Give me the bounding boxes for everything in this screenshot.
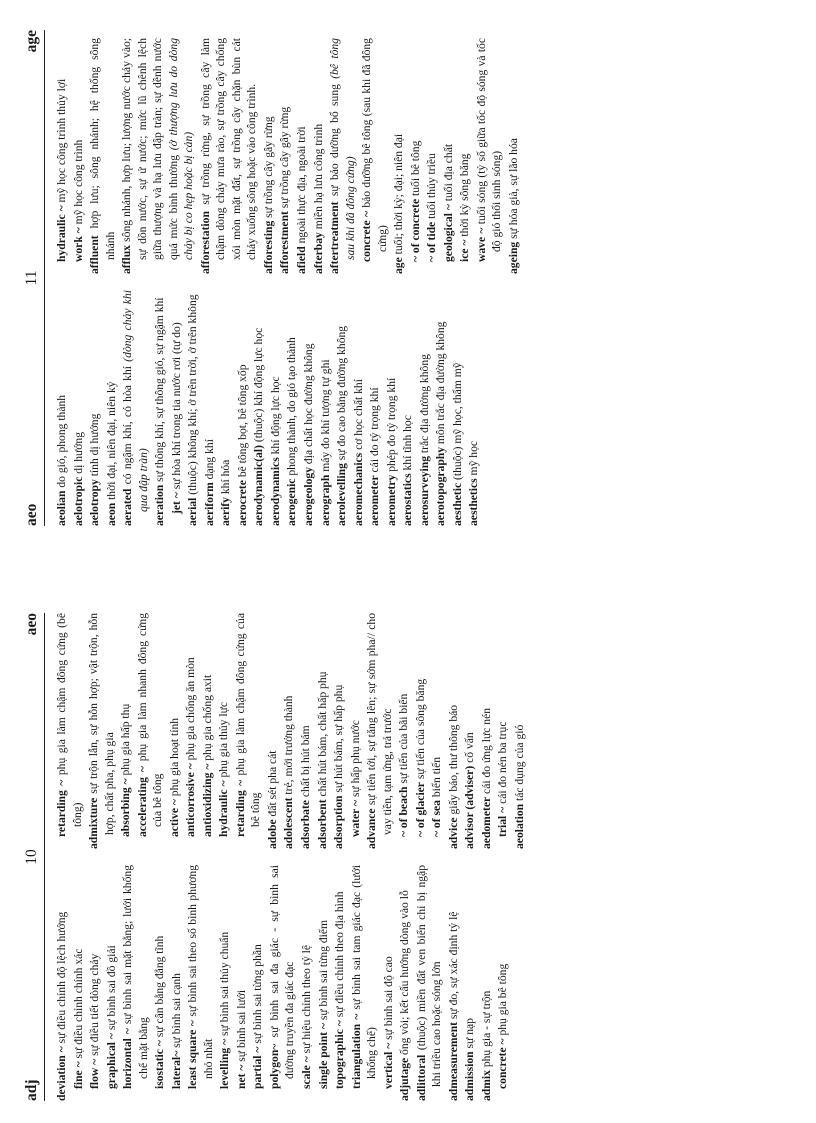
headword: triangulation ~ [349, 1013, 363, 1089]
definition: sự điều chỉnh theo địa hình [333, 891, 347, 1021]
definition: biển tiến [430, 756, 444, 801]
sub-entry [332, 865, 348, 1101]
sub-entry [135, 613, 166, 849]
headword: adolescent [282, 797, 296, 849]
headword: graphical ~ [104, 1033, 118, 1089]
dictionary-entry [185, 290, 201, 526]
sub-entry [233, 613, 264, 849]
sub-entry [441, 38, 457, 274]
dictionary-column [54, 290, 483, 526]
definition: sự bình sai thủy chuẩn [218, 931, 232, 1039]
page-number: 11 [23, 270, 40, 286]
headword: afflux [120, 245, 134, 274]
headword: isostatic ~ [153, 1040, 167, 1089]
sub-entry [120, 865, 151, 1101]
headword: advice [446, 817, 460, 849]
headword: affluent [88, 235, 102, 274]
headword: aeolation [512, 803, 526, 849]
definition: sự hiệu chỉnh theo tỷ lệ [299, 944, 313, 1057]
definition: sự bảo dưỡng bổ sung [328, 84, 342, 202]
dictionary-column [54, 38, 522, 274]
definition: tuổi địa chất [441, 143, 455, 205]
dictionary-entry [54, 290, 70, 526]
headword: adsorbate [298, 800, 312, 849]
dictionary-entry [327, 38, 358, 274]
sub-entry [183, 613, 199, 849]
dictionary-entry [433, 290, 449, 526]
headword: ~ of glacier [413, 782, 427, 837]
dictionary-entry [261, 38, 277, 274]
guide-word-last: age [23, 30, 40, 53]
definition: chất bị hút bám [298, 725, 312, 801]
definition: tác dụng của gió [512, 724, 526, 804]
definition: bê tông bọt, bê tông xốp [235, 364, 249, 481]
definition: giấy báo, thư thông báo [446, 704, 460, 818]
definition: bảo dưỡng bê tông (sau khi đã đông cứng) [360, 38, 389, 252]
left-page-header [20, 613, 45, 1101]
dictionary-entry [446, 865, 462, 1101]
usage-note: (ở thượng lưu do dòng chảy bị co hẹp hoặc bị cản) [166, 38, 196, 260]
definition: sự điều chỉnh chính xác [71, 948, 85, 1062]
sub-entry [217, 865, 233, 1101]
definition: sự bình sai đồ giải [104, 945, 118, 1034]
dictionary-entry [235, 290, 251, 526]
definition: sự bình sai theo số bình phương nhỏ nhất [186, 865, 215, 1079]
headword: absorbing ~ [119, 778, 133, 837]
definition: phụ gia làm chậm đông cứng của bê tông [233, 613, 263, 827]
definition: phụ gia thủy lực [217, 701, 231, 781]
dictionary-entry [86, 613, 117, 849]
dictionary-entry [281, 613, 297, 849]
headword: aelotropy [88, 479, 102, 526]
dictionary-entry [506, 38, 522, 274]
dictionary-entry [479, 865, 495, 1101]
dictionary-entry [479, 613, 495, 849]
dictionary-entry [251, 290, 267, 526]
dictionary-entry [315, 613, 331, 849]
definition: sự tiến của bãi biển [397, 693, 411, 787]
headword: aeriform [202, 482, 216, 526]
definition: do gió, phong thành [55, 394, 68, 491]
sub-entry [316, 865, 332, 1101]
definition: thời đại, niên đại, niên kỷ [104, 381, 118, 503]
dictionary-entry [71, 290, 87, 526]
dictionary-entry [512, 613, 528, 849]
sub-entry [495, 865, 511, 1101]
headword: afterbay [311, 232, 325, 274]
sub-entry [396, 613, 412, 849]
sub-entry [495, 613, 511, 849]
sub-entry [359, 38, 390, 274]
definition: sự bình sai cạnh [169, 973, 183, 1051]
definition: tuổi bê tông [408, 140, 422, 199]
definition: cố vấn [463, 732, 477, 766]
headword: advisor (adviser) [463, 765, 477, 849]
dictionary-entry [120, 290, 151, 526]
definition: sự điều chỉnh độ lệch hướng [55, 911, 68, 1047]
dictionary-entry [397, 865, 413, 1101]
headword: aerodynamics [268, 457, 282, 526]
definition: phép đo tỷ trọng khí [384, 377, 398, 475]
dictionary-entry [198, 38, 260, 274]
headword: adsorption [332, 795, 346, 849]
headword: aerocrete [235, 480, 249, 526]
dictionary-entry [334, 290, 350, 526]
definition: phong thành, do gió tạo thành [285, 337, 299, 479]
headword: aeromechanics [351, 452, 365, 526]
definition: tuổi sóng (tỷ số giữa tốc độ sóng và tốc độ gió thổi sinh sóng) [474, 38, 504, 252]
dictionary-entry [54, 865, 70, 1101]
headword: aerify [219, 497, 233, 526]
right-page [0, 0, 816, 548]
sub-entry [71, 865, 87, 1101]
headword: horizontal ~ [121, 1028, 135, 1089]
headword: concrete ~ [360, 211, 374, 262]
headword: admeasurement [446, 1022, 460, 1101]
headword: levelling ~ [218, 1038, 232, 1089]
dictionary-entry [218, 290, 234, 526]
sub-entry [104, 865, 120, 1101]
page-number: 10 [23, 849, 40, 865]
definition: cái đo tỷ trọng khí [368, 387, 382, 476]
dictionary-entry [284, 290, 300, 526]
definition: sự tiến tới, sự tăng lên; sự sớm pha// cho vay tiền, tạm ứng, trả trước [365, 613, 394, 835]
definition: khí động lực học [268, 376, 282, 458]
sub-entry [169, 290, 185, 526]
sub-entry [349, 865, 380, 1101]
headword: aelotropic [71, 476, 85, 526]
sub-entry [429, 613, 445, 849]
definition: trẻ, mới trưởng thành [282, 695, 296, 798]
headword: aerated [121, 488, 135, 526]
headword: lateral~ [169, 1050, 183, 1089]
sub-entry [424, 38, 440, 274]
dictionary-entry [301, 290, 317, 526]
definition: sự đo cao bằng đường không [335, 325, 349, 464]
headword: ageing [506, 241, 520, 274]
dictionary-entry [417, 290, 433, 526]
headword: afforestment [278, 211, 292, 274]
definition: sự trộn lẫn, sự hỗn hợp; vật trộn, hỗn hợp, chất pha, phụ gia [87, 613, 116, 835]
headword: aerotopography [434, 446, 448, 526]
definition: khí tĩnh học [401, 415, 415, 474]
definition: sự trồng cây gây rừng [278, 106, 292, 212]
sub-entry [381, 865, 397, 1101]
headword: ice ~ [458, 239, 472, 262]
definition: sự trồng cây gây rừng [261, 116, 275, 221]
headword: aedometer [479, 796, 493, 849]
definition: chất hút bám, chất hấp phụ [315, 671, 329, 800]
definition: ngoài thực địa, ngoài trời [294, 126, 308, 247]
headword: admix [479, 1070, 493, 1101]
sub-entry [457, 38, 473, 274]
headword: admission [463, 1051, 477, 1101]
sub-entry [216, 613, 232, 849]
headword: aerosurveying [417, 456, 431, 526]
headword: concrete ~ [496, 1038, 510, 1089]
dictionary-entry [265, 613, 281, 849]
headword: aerogeology [301, 466, 315, 526]
sub-entry [185, 865, 216, 1101]
definition: dị hướng [71, 432, 85, 477]
dictionary-entry [364, 613, 395, 849]
definition: sự cân bằng đẳng tĩnh [153, 935, 167, 1041]
headword: least square ~ [186, 1020, 200, 1089]
definition: khí hóa [219, 459, 233, 498]
usage-note: (bê tông sau khi đã đông cứng) [328, 38, 357, 260]
definition: tính dị hướng [88, 413, 102, 480]
headword: retarding ~ [55, 779, 68, 837]
headword: aerostatics [401, 473, 415, 526]
sub-entry [250, 865, 266, 1101]
headword: aftertreatment [328, 201, 342, 274]
definition: (thuộc) mỹ học, thẩm mỹ [450, 362, 464, 483]
headword: fine ~ [71, 1061, 85, 1089]
definition: máy đo khí tượng tự ghi [318, 359, 332, 475]
dictionary-entry [391, 38, 407, 274]
headword: retarding ~ [233, 779, 247, 837]
definition: phụ gia - sự trộn [479, 990, 493, 1071]
definition: thời kỳ sông băng [458, 153, 472, 240]
sub-entry [234, 865, 250, 1101]
definition: mỹ học [467, 440, 481, 479]
dictionary-entry [367, 290, 383, 526]
definition: miền hạ lưu công trình [311, 123, 325, 233]
definition: sự điều tiết dòng chảy [88, 953, 102, 1059]
headword: adsorbent [315, 799, 329, 849]
headword: ~ of beach [397, 786, 411, 837]
sub-entry [54, 613, 85, 849]
headword: hydraulic ~ [55, 205, 68, 262]
dictionary-entry [119, 38, 197, 274]
definition: cái đo ứng lực nén [479, 707, 493, 797]
headword: age [392, 257, 406, 274]
dictionary-entry [462, 865, 478, 1101]
definition: tuổi; thời kỳ; đại; niên đại [392, 133, 406, 258]
dictionary-entry [462, 613, 478, 849]
sub-entry [267, 865, 298, 1101]
headword: ~ of tide [425, 221, 439, 262]
dictionary-entry [87, 38, 118, 274]
headword: advance [365, 808, 379, 849]
definition: (thuộc) không khí; ở trên trời, ở trên không [186, 294, 200, 498]
headword: adjutage [398, 1057, 412, 1101]
definition: sự hấp phụ nước [348, 720, 362, 800]
headword: aeration [153, 484, 167, 526]
headword: active ~ [167, 799, 181, 837]
definition: sự bình sai mặt bằng; lưới khống chế mặt bằng [121, 865, 150, 1079]
dictionary-column [54, 613, 528, 849]
sub-entry [348, 613, 364, 849]
sub-entry [474, 38, 505, 274]
definition: cơ học chất khí [351, 379, 365, 453]
dictionary-entry [311, 38, 327, 274]
headword: vertical ~ [381, 1042, 395, 1089]
sub-entry [169, 865, 185, 1101]
headword: accelerating ~ [135, 766, 149, 837]
headword: anticorrosive ~ [184, 763, 198, 837]
dictionary-entry [400, 290, 416, 526]
headword: aerodynamic(al) [252, 445, 266, 526]
headword: aerometry [384, 474, 398, 526]
headword: partial ~ [251, 1046, 265, 1089]
dictionary-entry [466, 290, 482, 526]
sub-entry [87, 865, 103, 1101]
headword: deviation ~ [55, 1046, 68, 1101]
headword: admixture [87, 797, 101, 849]
headword: aesthetics [467, 478, 481, 526]
headword: aerograph [318, 474, 332, 526]
guide-word-last: aeo [23, 613, 40, 636]
guide-word-first: adj [23, 1079, 40, 1101]
dictionary-entry [152, 290, 168, 526]
definition: trắc địa đường không [417, 354, 431, 456]
definition: sông nhánh, hợp lưu; lượng nước chảy vào; sự dồn nước, sự ứ nước; mức lũ chênh lệch giữa thượng và hạ lưu đập tràn; sự dềnh nước quá mức bình thường [120, 38, 180, 260]
definition: đất sét pha cát [265, 750, 279, 820]
dictionary-entry [268, 290, 284, 526]
definition: sự trồng rừng, sự trồng cây làm chậm dòng chảy mưa rào, sự trồng cây chống xói mòn mặt đất, sự trồng cây chặn bùn cát chảy xuống sông hoặc vào công trình. [198, 38, 259, 260]
dictionary-entry [384, 290, 400, 526]
dictionary-entry [414, 865, 445, 1101]
definition: sự bình sai tam giác đạc (lưới khống chế) [349, 865, 379, 1079]
definition: mỹ học công trình [71, 139, 85, 228]
definition: sự nạp [463, 1018, 477, 1052]
definition: sự hút bám, sự hấp phụ [332, 684, 346, 796]
sub-entry [413, 613, 429, 849]
headword: aeon [104, 502, 118, 526]
headword: aerolevelling [335, 463, 349, 526]
definition: môn trắc địa đường không [434, 321, 448, 447]
dictionary-entry [446, 613, 462, 849]
headword: jet ~ [169, 492, 183, 514]
headword: hydraulic ~ [217, 780, 231, 837]
dictionary-entry [331, 613, 347, 849]
definition: ống vòi; kết cấu hướng dòng vào lỗ [398, 890, 412, 1058]
right-page-header [20, 30, 45, 526]
headword: aeolian [55, 490, 68, 526]
sub-entry [71, 38, 87, 274]
definition: sự bình sai độ cao [381, 956, 395, 1043]
headword: aesthetic [450, 482, 464, 526]
headword: flow ~ [88, 1058, 102, 1089]
sub-entry [408, 38, 424, 274]
headword: wave ~ [474, 227, 488, 262]
definition: sự tiến của sông băng [413, 678, 427, 783]
headword: work ~ [71, 227, 85, 262]
definition: địa chất học đường không [301, 343, 315, 467]
sub-entry [200, 613, 216, 849]
usage-note: (dòng chảy khi qua đập tràn) [121, 290, 150, 512]
definition: cái đo nén ba trục [496, 721, 510, 807]
definition: sự hóa già, sự lão hóa [506, 138, 520, 242]
headword: water ~ [348, 799, 362, 837]
sub-entry [152, 865, 168, 1101]
dictionary-entry [318, 290, 334, 526]
dictionary-column [54, 865, 512, 1101]
headword: adobe [265, 819, 279, 849]
sub-entry [118, 613, 134, 849]
headword: net ~ [234, 1064, 248, 1089]
left-page [0, 583, 816, 1123]
definition: dạng khí [202, 439, 216, 483]
headword: antioxidizing ~ [200, 763, 214, 837]
definition: sự bình sai đa giác - sự bình sai đường truyền đa giác đạc [267, 865, 297, 1079]
headword: trial ~ [496, 806, 510, 837]
headword: afield [294, 246, 308, 274]
headword: adlittoral [414, 1054, 428, 1101]
headword: ~ of sea [430, 800, 444, 837]
definition: phụ gia chống ăn mòn [184, 657, 198, 764]
definition: hợp lưu; sông nhánh; hệ thống sông nhánh [88, 38, 117, 260]
definition: phụ gia bê tông [496, 963, 510, 1039]
headword: single point ~ [316, 1023, 330, 1089]
headword: topographic ~ [333, 1020, 347, 1089]
dictionary-entry [202, 290, 218, 526]
definition: có ngậm khí, có hòa khí [121, 366, 135, 489]
definition: phụ gia làm nhanh đông cứng của bê tông [135, 613, 165, 827]
dictionary-entry [104, 290, 120, 526]
definition: sự hòa khí trong tia nước rơi (tự do) [169, 322, 183, 493]
definition: tuổi thủy triều [425, 153, 439, 222]
definition: mỹ học công trình thủy lợi [55, 78, 68, 206]
headword: polygon~ [267, 1043, 281, 1089]
headword: afforesting [261, 220, 275, 274]
dictionary-entry [298, 613, 314, 849]
headword: geological ~ [441, 204, 455, 262]
headword: ~ of concrete [408, 198, 422, 262]
definition: sự thông khí, sự thông gió, sự ngậm khí [153, 297, 167, 485]
dictionary-entry [294, 38, 310, 274]
dictionary-entry [87, 290, 103, 526]
dictionary-entry [277, 38, 293, 274]
dictionary-entry [450, 290, 466, 526]
definition: (thuộc) miền đất ven biển chỉ bị ngập khi triều cao hoặc sóng lớn [414, 865, 444, 1087]
sub-entry [167, 613, 183, 849]
headword: aerogenic [285, 478, 299, 526]
headword: aerometer [368, 475, 382, 526]
dictionary-entry [351, 290, 367, 526]
definition: phụ gia làm chậm đông cứng (bê tông) [55, 613, 84, 827]
definition: sự đo, sự xác định tỷ lệ [446, 911, 460, 1022]
sub-entry [299, 865, 315, 1101]
definition: phụ gia hấp thụ [119, 703, 133, 779]
guide-word-first: aeo [23, 503, 40, 526]
headword: afforestation [198, 211, 212, 274]
sub-entry [54, 38, 70, 274]
definition: sự bình sai từng phần [251, 944, 265, 1047]
headword: aerial [186, 497, 200, 526]
headword: scale ~ [299, 1056, 313, 1089]
definition: sự bình sai từng điểm [316, 919, 330, 1024]
definition: (thuộc) khí động lực học [252, 327, 266, 446]
definition: phụ gia chống axit [200, 674, 214, 764]
definition: phụ gia hoạt tính [167, 717, 181, 800]
definition: sự bình sai lưới [234, 989, 248, 1065]
